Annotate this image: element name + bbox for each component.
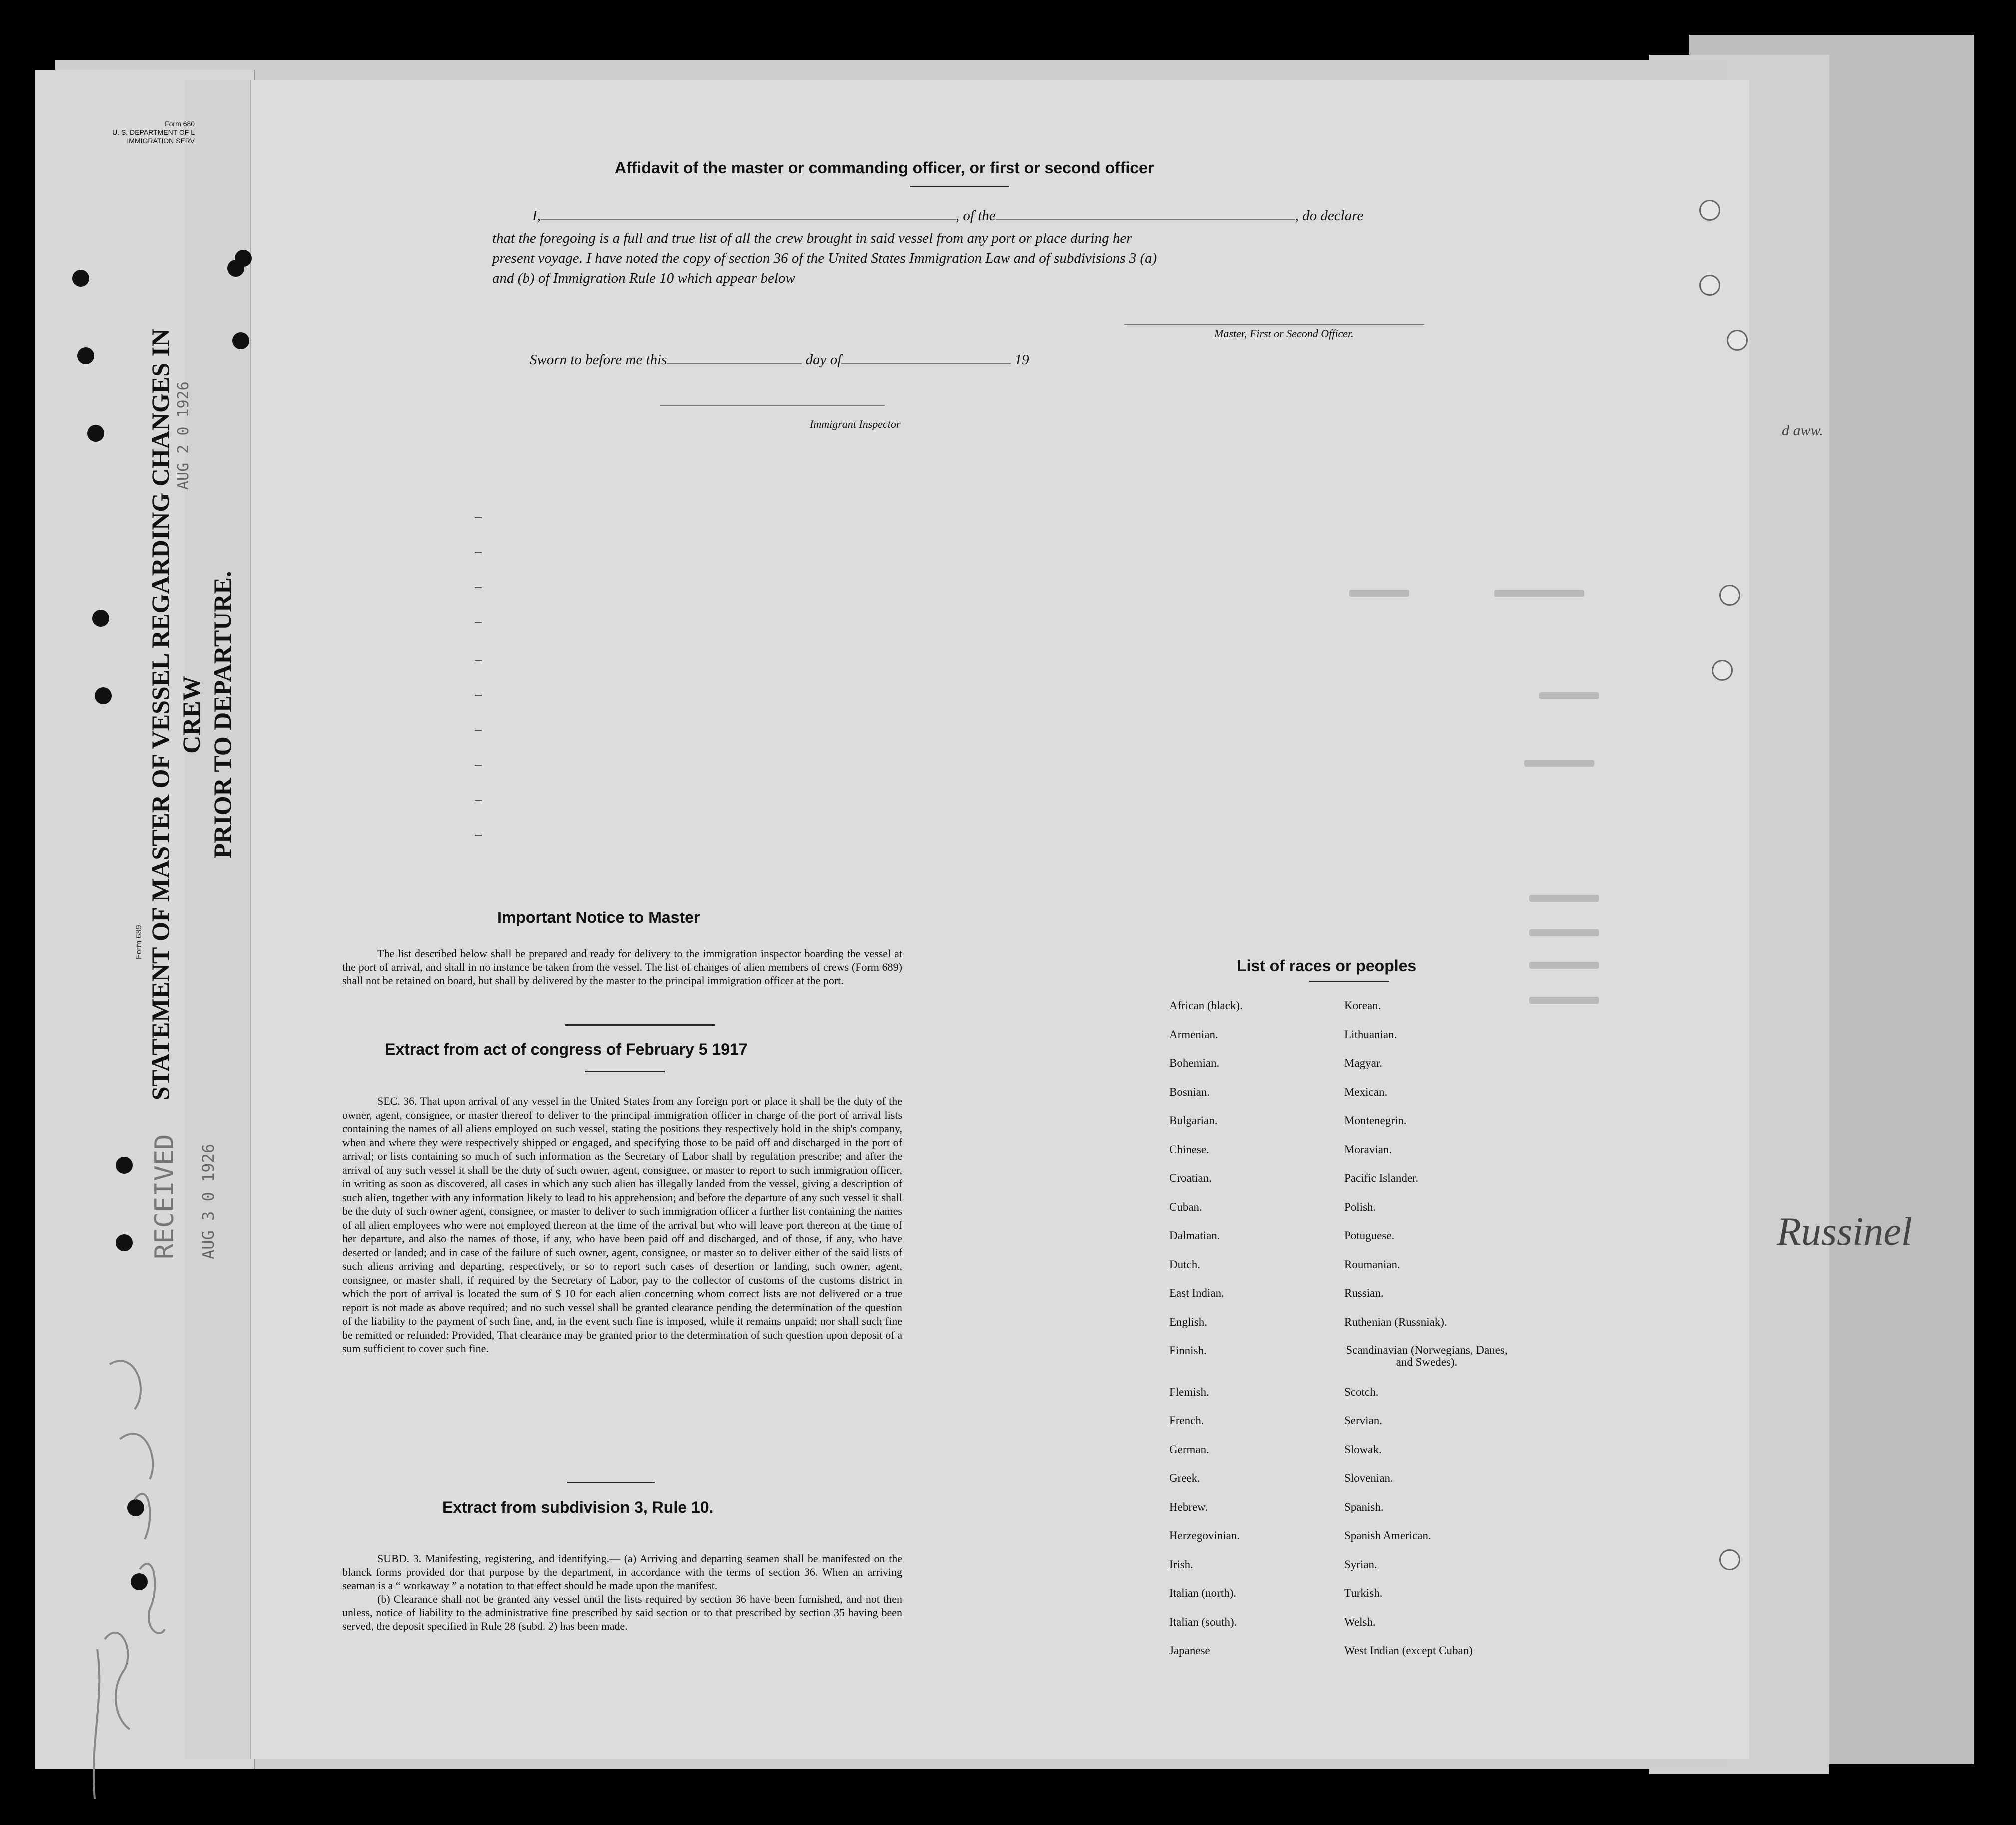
margin-tick xyxy=(475,695,482,696)
margin-tick xyxy=(475,660,482,661)
race-item: Bulgarian. xyxy=(1169,1114,1218,1127)
inspector-label: Immigrant Inspector xyxy=(810,418,901,430)
show-through-mark xyxy=(1529,929,1599,936)
service-name: IMMIGRATION SERV xyxy=(127,137,195,145)
race-item: English. xyxy=(1169,1315,1208,1328)
received-date-stamp: AUG 3 0 1926 xyxy=(199,1143,218,1259)
race-item: Italian (south). xyxy=(1169,1615,1237,1628)
margin-tick xyxy=(475,587,482,588)
race-item: Italian (north). xyxy=(1169,1587,1237,1599)
folder-title-line-1: STATEMENT OF MASTER OF VESSEL REGARDING CHANGES IN CREW xyxy=(146,328,205,1101)
punch-hole-ring xyxy=(1719,585,1740,606)
received-stamp: RECEIVED xyxy=(150,1134,180,1259)
punch-hole xyxy=(92,610,109,627)
handwritten-note: Russinel xyxy=(1777,1210,1913,1254)
race-item: Moravian. xyxy=(1344,1143,1392,1156)
race-item: Japanese xyxy=(1169,1644,1210,1657)
vessel-blank[interactable] xyxy=(996,210,1295,220)
signature-label: Master, First or Second Officer. xyxy=(1214,327,1354,340)
extract-act-body: SEC. 36. That upon arrival of any vessel in the United States from any foreign port or place it shall be the duty of the owner, agent, consignee, or master thereof to deliver to the principal immigration officer in charge of the port of arrival lists containing the names of all aliens employed on such vessel, stating the positions they respectively hold in the ship's company, when and where they were respectively shipped or engaged, and specifying those to be paid off and discharged in the port of arrival; or lists containing so much of such information as the Secretary of Labor shall by regulation prescribe; and after the arrival of any such vessel it shall be the duty of such owner, agent, consignee, or master to report to such immigration officer, in writing as soon as discovered, all cases in which any such alien has illegally landed from the vessel, giving a description of such alien, together with any information likely to lead to his apprehension; and before the departure of any such vessel it shall be the duty of such owner agent, consignee, or master to deliver to such immigration officer a further list containing the names of all alien employees who were not employed thereon at the time of the arrival but who will leave port thereon at the time of her departure, and also the names of those, if any, who have been paid off and discharged, and of those, if any, who have deserted or landed; and in case of the failure of such owner, agent, consignee, or master so to deliver either of the said lists of such aliens arriving and departing, respectively, or so to report such cases of desertion or landing, such owner, agent, consignee, or master shall, if required by the Secretary of Labor, pay to the collector of customs of the customs district in which the port of arrival is located the sum of $ 10 for each alien concerning whom correct lists are not delivered or a true report is not made as above required; and no such vessel shall be granted clearance pending the determination of the question of the liability to the payment of such fine, and, in the event such fine is imposed, while it remains unpaid; nor shall such fine be remitted or refunded: Provided, That clearance may be granted prior to the determination of such question upon deposit of a sum sufficient to cover such fine. xyxy=(342,1095,902,1355)
folder-title-line-2: PRIOR TO DEPARTURE. xyxy=(208,571,236,859)
punch-hole-ring xyxy=(1727,330,1748,351)
show-through-mark xyxy=(1529,997,1599,1004)
extract-act-title: Extract from act of congress of February 5 1917 xyxy=(385,1040,748,1058)
handwritten-signature xyxy=(75,1289,205,1814)
race-item: Dutch. xyxy=(1169,1258,1200,1271)
race-item: French. xyxy=(1169,1414,1204,1427)
race-item: Turkish. xyxy=(1344,1587,1383,1599)
affidavit-line-4: and (b) of Immigration Rule 10 which appear below xyxy=(492,270,795,286)
race-item: Mexican. xyxy=(1344,1085,1388,1098)
punch-hole xyxy=(116,1234,133,1251)
race-item: West Indian (except Cuban) xyxy=(1344,1644,1473,1657)
race-item: Cuban. xyxy=(1169,1200,1202,1213)
race-item: Lithuanian. xyxy=(1344,1028,1397,1041)
race-item: Pacific Islander. xyxy=(1344,1172,1419,1184)
show-through-mark xyxy=(1494,590,1584,597)
department-name: U. S. DEPARTMENT OF L xyxy=(112,128,195,136)
section-divider xyxy=(565,1024,715,1026)
margin-tick xyxy=(475,517,482,518)
margin-tick xyxy=(475,730,482,731)
race-item: East Indian. xyxy=(1169,1287,1224,1299)
race-item: Korean. xyxy=(1344,999,1381,1012)
race-item: Spanish. xyxy=(1344,1500,1384,1513)
race-item: African (black). xyxy=(1169,999,1243,1012)
race-item: Dalmatian. xyxy=(1169,1229,1220,1242)
race-item: Spanish American. xyxy=(1344,1529,1431,1542)
punch-hole-ring xyxy=(1719,1549,1740,1570)
race-item: Montenegrin. xyxy=(1344,1114,1407,1127)
show-through-mark xyxy=(1349,590,1409,597)
show-through-mark xyxy=(1529,962,1599,969)
important-notice-title: Important Notice to Master xyxy=(497,909,700,926)
race-item: Greek. xyxy=(1169,1472,1200,1484)
folder-form-number: Form 689 xyxy=(135,925,143,959)
day-blank[interactable] xyxy=(667,354,802,364)
handwritten-note: d aww. xyxy=(1782,422,1823,439)
show-through-mark xyxy=(1539,692,1599,699)
race-item: Hebrew. xyxy=(1169,1500,1208,1513)
inspector-signature-line[interactable] xyxy=(660,405,885,406)
affidavit-title: Affidavit of the master or commanding officer, or first or second officer xyxy=(615,159,1154,177)
sworn-line: Sworn to before me this day of 19 xyxy=(530,352,1029,368)
race-item: Russian. xyxy=(1344,1287,1384,1299)
punch-hole-ring xyxy=(1712,660,1733,681)
race-item: Armenian. xyxy=(1169,1028,1218,1041)
extract-rule-body xyxy=(342,1552,902,1633)
rule-paragraph-b: (b) Clearance shall not be granted any vessel until the lists required by section 36 have been furnished, and not then unless, notice of liability to the administrative fine prescribed by said section or to that prescribed by section 35 having been served, the deposit specified in Rule 28 (subd. 2) has been made. xyxy=(342,1593,902,1632)
race-item: Chinese. xyxy=(1169,1143,1209,1156)
title-underline xyxy=(1309,981,1389,982)
margin-tick xyxy=(475,800,482,801)
race-item: Servian. xyxy=(1344,1414,1383,1427)
punch-hole xyxy=(95,687,112,704)
affidavit-line-3: present voyage. I have noted the copy of section 36 of the United States Immigration Law and of subdivisions 3 (a) xyxy=(492,250,1157,266)
race-item: Herzegovinian. xyxy=(1169,1529,1240,1542)
punch-hole-ring xyxy=(1699,200,1720,221)
race-item: Polish. xyxy=(1344,1200,1376,1213)
race-item: Roumanian. xyxy=(1344,1258,1400,1271)
name-blank[interactable] xyxy=(541,210,956,220)
punch-hole-ring xyxy=(1699,275,1720,296)
affidavit-line-2: that the foregoing is a full and true list of all the crew brought in said vessel from any port or place during her xyxy=(492,230,1132,246)
race-item: Welsh. xyxy=(1344,1615,1376,1628)
race-item: Magyar. xyxy=(1344,1057,1383,1069)
race-item: Scotch. xyxy=(1344,1385,1379,1398)
important-notice-body: The list described below shall be prepared and ready for delivery to the immigration inspector boarding the vessel at the port of arrival, and shall in no instance be taken from the vessel. The list of changes of alien members of crews (Form 689) shall not be retained on board, but shall by delivered by the master to the principal immigration officer at the port. xyxy=(342,947,902,987)
rule-paragraph-a: SUBD. 3. Manifesting, registering, and identifying.— (a) Arriving and departing seamen shall be manifested on the blanck forms provided dor that purpose by the department, in accordance with the terms of section 36. When an arriving seaman is a “ workaway ” a notation to that effect should be made upon the manifest. xyxy=(342,1552,902,1592)
race-item: Finnish. xyxy=(1169,1344,1207,1357)
signature-line[interactable] xyxy=(1124,324,1424,325)
margin-tick xyxy=(475,622,482,623)
races-list-title: List of races or peoples xyxy=(1237,957,1417,975)
race-item: Bosnian. xyxy=(1169,1085,1210,1098)
show-through-mark xyxy=(1524,760,1594,767)
form-number: Form 680 xyxy=(165,120,195,128)
form-tag xyxy=(95,120,195,145)
month-blank[interactable] xyxy=(841,354,1011,364)
punch-hole xyxy=(116,1157,133,1174)
extract-rule-title: Extract from subdivision 3, Rule 10. xyxy=(442,1498,714,1516)
race-item: Slovenian. xyxy=(1344,1472,1393,1484)
title-underline xyxy=(585,1071,665,1072)
affidavit-line-1: I, , of the , do declare xyxy=(532,208,1364,224)
section-divider xyxy=(567,1482,655,1483)
punch-hole xyxy=(77,347,94,364)
race-item: German. xyxy=(1169,1443,1209,1456)
punch-hole xyxy=(72,270,89,287)
race-item: Flemish. xyxy=(1169,1385,1209,1398)
race-item: Croatian. xyxy=(1169,1172,1212,1184)
margin-tick xyxy=(475,765,482,766)
punch-hole xyxy=(87,425,104,442)
race-item: Syrian. xyxy=(1344,1558,1377,1571)
punch-hole xyxy=(235,250,252,267)
margin-tick xyxy=(475,835,482,836)
date-stamp: AUG 2 0 1926 xyxy=(175,381,192,490)
margin-tick xyxy=(475,552,482,553)
title-underline xyxy=(910,186,1009,187)
race-item: Potuguese. xyxy=(1344,1229,1395,1242)
race-item: Ruthenian (Russniak). xyxy=(1344,1315,1447,1328)
race-item: Bohemian. xyxy=(1169,1057,1220,1069)
race-item: Slowak. xyxy=(1344,1443,1382,1456)
show-through-mark xyxy=(1529,895,1599,902)
race-item: Scandinavian (Norwegians, Danes, and Swedes). xyxy=(1346,1344,1508,1368)
race-item: Irish. xyxy=(1169,1558,1193,1571)
